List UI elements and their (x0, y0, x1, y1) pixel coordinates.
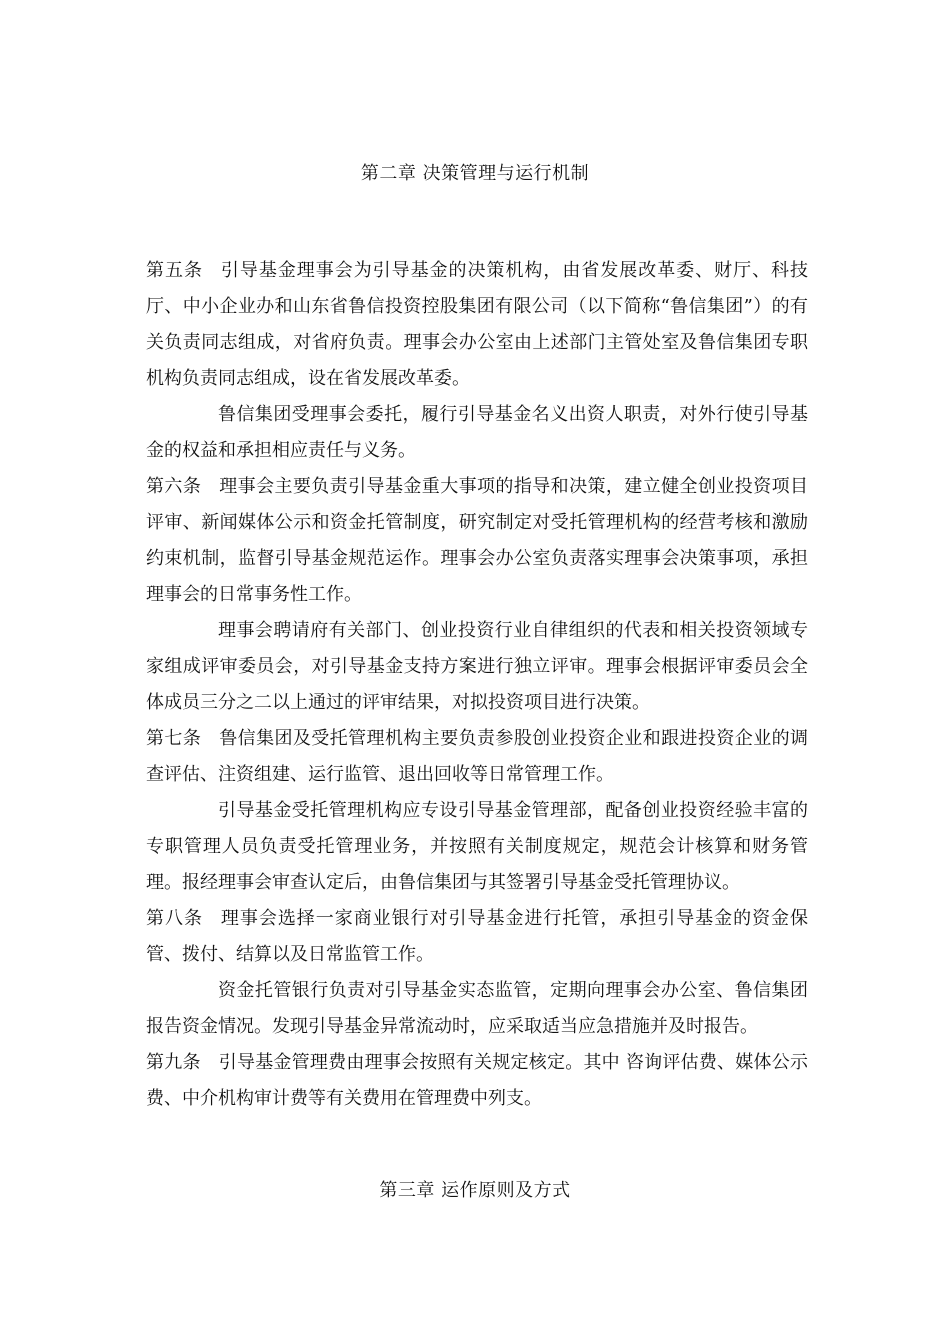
article-text: 鲁信集团及受托管理机构主要负责参股创业投资企业和跟进投资企业的调查评估、注资组建、运行监管、退出回收等日常管理工作。 (146, 728, 809, 785)
article-6-paragraph-2: 理事会聘请府有关部门、创业投资行业自律组织的代表和相关投资领域专家组成评审委员会，对引导基金支持方案进行独立评审。理事会根据评审委员会全体成员三分之二以上通过的评审结果，对拟投资项目进行决策。 (146, 620, 808, 713)
article-text: 理事会主要负责引导基金重大事项的指导和决策，建立健全创业投资项目评审、新闻媒体公示和资金托管制度，研究制定对受托管理机构的经营考核和激励约束机制，监督引导基金规范运作。理事会办公室负责落实理事会决策事项，承担理事会的日常事务性工作。 (146, 476, 809, 605)
article-number: 第八条 (146, 908, 203, 929)
article-text: 理事会选择一家商业银行对引导基金进行托管，承担引导基金的资金保管、拨付、结算以及日常监管工作。 (146, 908, 809, 965)
article-number: 第七条 (146, 728, 202, 749)
article-number: 第九条 (146, 1052, 201, 1073)
chapter-two-title: 第二章 决策管理与运行机制 (360, 163, 590, 184)
article-6 (146, 469, 808, 613)
article-8 (146, 901, 808, 973)
article-text: 引导基金理事会为引导基金的决策机构，由省发展改革委、财厅、科技厅、中小企业办和山东省鲁信投资控股集团有限公司（以下简称“鲁信集团”）的有关负责同志组成，对省府负责。理事会办公室由上述部门主管处室及鲁信集团专职机构负责同志组成，设在省发展改革委。 (146, 260, 809, 389)
article-number: 第五条 (146, 260, 203, 281)
article-5 (146, 253, 808, 397)
article-number: 第六条 (146, 476, 202, 497)
article-8-paragraph-2: 资金托管银行负责对引导基金实态监管，定期向理事会办公室、鲁信集团报告资金情况。发现引导基金异常流动时，应采取适当应急措施并及时报告。 (146, 980, 808, 1037)
article-5-paragraph-2: 鲁信集团受理事会委托，履行引导基金名义出资人职责，对外行使引导基金的权益和承担相应责任与义务。 (146, 404, 808, 461)
article-7 (146, 721, 808, 793)
chapter-three-title: 第三章 运作原则及方式 (379, 1180, 571, 1201)
article-text: 引导基金管理费由理事会按照有关规定核定。其中 咨询评估费、媒体公示费、中介机构审计费等有关费用在管理费中列支。 (146, 1052, 809, 1109)
document-body (146, 253, 808, 1117)
article-9 (146, 1045, 808, 1117)
article-7-paragraph-2: 引导基金受托管理机构应专设引导基金管理部，配备创业投资经验丰富的专职管理人员负责受托管理业务，并按照有关制度规定，规范会计核算和财务管理。报经理事会审查认定后，由鲁信集团与其签署引导基金受托管理协议。 (146, 800, 808, 893)
